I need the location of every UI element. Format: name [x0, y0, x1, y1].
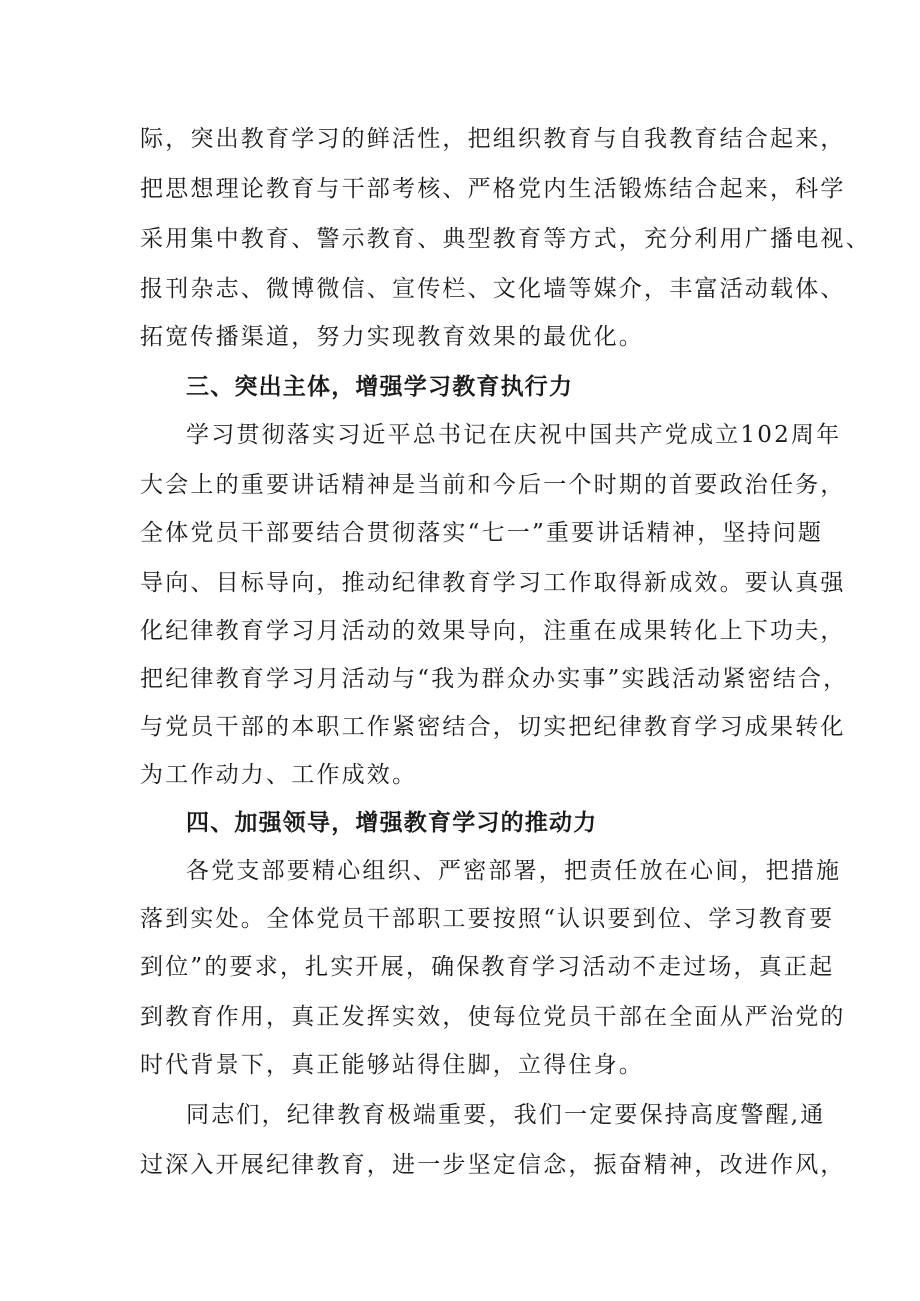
- paragraph-line: 际，突出教育学习的鲜活性，把组织教育与自我教育结合起来，: [140, 126, 846, 152]
- paragraph-line: 拓宽传播渠道，努力实现教育效果的最优化。: [140, 324, 644, 350]
- paragraph-line: 与党员干部的本职工作紧密结合，切实把纪律教育学习成果转化: [140, 714, 846, 740]
- paragraph-line: 过深入开展纪律教育，进一步坚定信念，振奋精神，改进作风，: [140, 1152, 846, 1178]
- paragraph-line: 报刊杂志、微博微信、宣传栏、文化墙等媒介，丰富活动载体、: [140, 276, 846, 302]
- paragraph-line: 采用集中教育、警示教育、典型教育等方式，充分利用广播电视、: [140, 226, 871, 252]
- paragraph-line: 大会上的重要讲话精神是当前和今后一个时期的首要政治任务，: [140, 472, 846, 498]
- paragraph-line: 化纪律教育学习月活动的效果导向，注重在成果转化上下功夫，: [140, 618, 846, 644]
- paragraph-line: 为工作动力、工作成效。: [140, 762, 418, 788]
- section-heading-3: 三、突出主体，增强学习教育执行力: [186, 374, 574, 400]
- paragraph-line: 把思想理论教育与干部考核、严格党内生活锻炼结合起来，科学: [140, 176, 846, 202]
- paragraph-line: 全体党员干部要结合贯彻落实“七一”重要讲话精神，坚持问题: [140, 520, 824, 546]
- paragraph-line: 落到实处。全体党员干部职工要按照“认识要到位、学习教育要: [140, 906, 835, 932]
- paragraph-line: 各党支部要精心组织、严密部署，把责任放在心间，把措施: [186, 858, 842, 884]
- section-heading-4: 四、加强领导，增强教育学习的推动力: [186, 810, 598, 836]
- paragraph-line: 把纪律教育学习月活动与“我为群众办实事”实践活动紧密结合，: [140, 666, 849, 692]
- paragraph-line: 到位”的要求，扎实开展，确保教育学习活动不走过场，真正起: [140, 954, 835, 980]
- paragraph-line: 到教育作用，真正发挥实效，使每位党员干部在全面从严治党的: [140, 1004, 846, 1030]
- paragraph-line: 学习贯彻落实习近平总书记在庆祝中国共产党成立102周年: [186, 422, 842, 448]
- paragraph-line: 同志们，纪律教育极端重要，我们一定要保持高度警醒,通: [186, 1102, 826, 1128]
- paragraph-line: 导向、目标导向，推动纪律教育学习工作取得新成效。要认真强: [140, 570, 846, 596]
- paragraph-line: 时代背景下，真正能够站得住脚，立得住身。: [140, 1052, 644, 1078]
